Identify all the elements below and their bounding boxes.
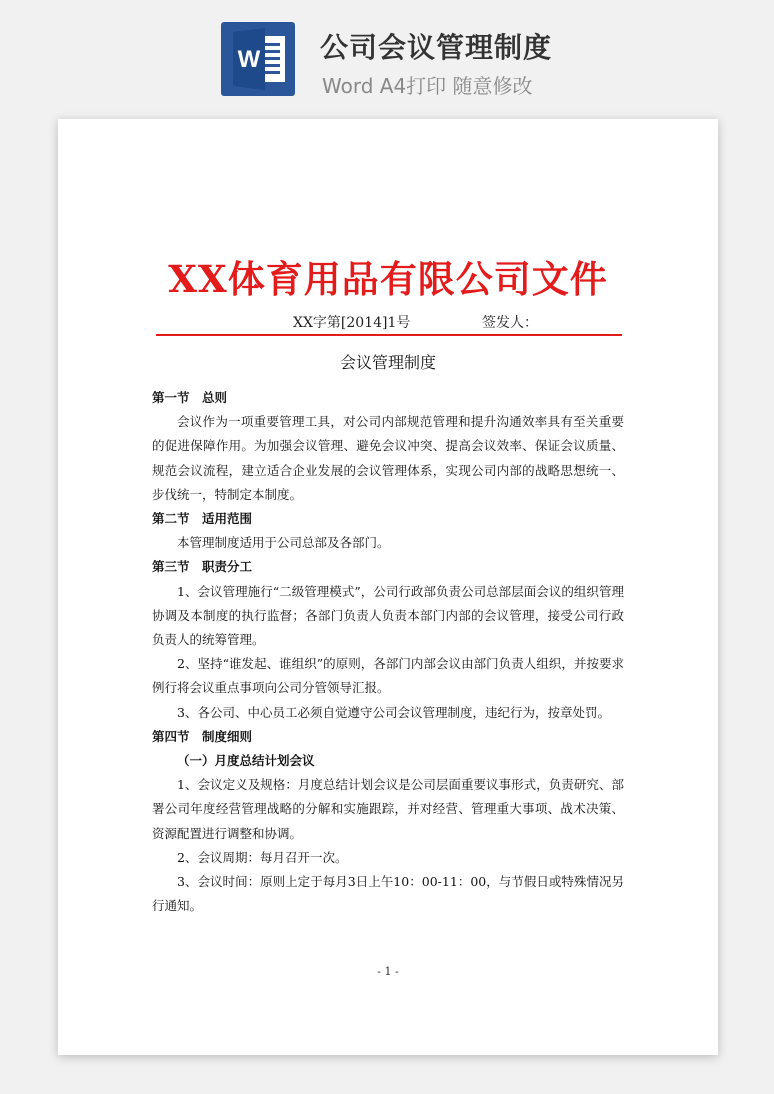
document-subtitle: 会议管理制度 bbox=[339, 353, 436, 372]
document-page bbox=[58, 119, 718, 1055]
section-heading: 第四节 制度细则 bbox=[152, 728, 253, 744]
banner-subtitle: Word A4打印 随意修改 bbox=[322, 74, 533, 98]
paragraph: 2、坚持“谁发起、谁组织”的原则，各部门内部会议由部门负责人组织，并按要求例行将会议重点事项向公司分管领导汇报。 bbox=[152, 656, 624, 696]
banner bbox=[0, 0, 774, 110]
paragraph: 1、会议管理施行“二级管理模式”，公司行政部负责公司总部层面会议的组织管理协调及本制度的执行监督；各部门负责人负责本部门内部的会议管理，接受公司行政负责人的统筹管理。 bbox=[152, 583, 624, 648]
paragraph: 3、会议时间：原则上定于每月3日上午10：00-11：00，与节假日或特殊情况另行通知。 bbox=[152, 874, 624, 914]
paragraph: 3、各公司、中心员工必须自觉遵守公司会议管理制度，违纪行为，按章处罚。 bbox=[177, 704, 610, 720]
paragraph: 1、会议定义及规格：月度总结计划会议是公司层面重要议事形式，负责研究、部署公司年度经营管理战略的分解和实施跟踪，并对经营、管理重大事项、战术决策、资源配置进行调整和协调。 bbox=[152, 777, 624, 841]
paragraph: 会议作为一项重要管理工具，对公司内部规范管理和提升沟通效率具有至关重要的促进保障作用。为加强会议管理、避免会议冲突、提高会议效率、保证会议质量、规范会议流程，建立适合企业发展的会议管理体系，实现公司内部的战略思想统一、步伐统一，特制定本制度。 bbox=[152, 414, 624, 502]
section-rules bbox=[152, 725, 624, 919]
document-header-title: XX体育用品有限公司文件 bbox=[168, 257, 608, 301]
paragraph: 本管理制度适用于公司总部及各部门。 bbox=[177, 535, 390, 551]
section-heading: 第三节 职责分工 bbox=[152, 559, 253, 575]
banner-title: 公司会议管理制度 bbox=[320, 31, 553, 64]
section-heading: 第二节 适用范围 bbox=[152, 511, 253, 527]
subsection-heading: （一）月度总结计划会议 bbox=[177, 753, 315, 769]
signer-label: 签发人： bbox=[482, 315, 538, 331]
document-number: XX字第[2014]1号 bbox=[293, 315, 411, 331]
paragraph: 2、会议周期：每月召开一次。 bbox=[177, 849, 348, 865]
word-doc-icon bbox=[221, 22, 295, 96]
page-number: - 1 - bbox=[377, 965, 399, 978]
document-body bbox=[152, 386, 624, 918]
section-scope bbox=[152, 507, 624, 555]
header-divider bbox=[156, 334, 622, 336]
section-general bbox=[152, 386, 624, 507]
svg-text:W: W bbox=[237, 46, 261, 73]
section-responsibilities bbox=[152, 555, 624, 724]
section-heading: 第一节 总则 bbox=[152, 390, 228, 405]
